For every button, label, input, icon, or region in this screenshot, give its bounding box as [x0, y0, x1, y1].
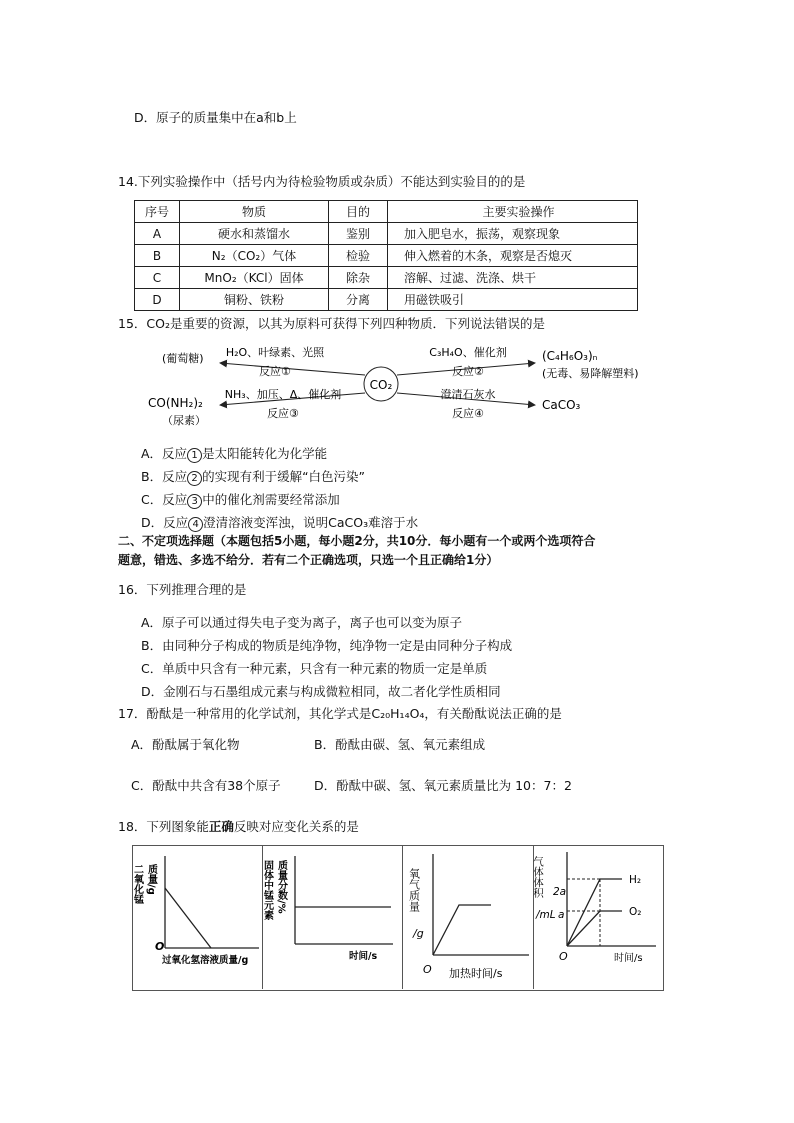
glucose-label: (葡萄糖)	[162, 352, 204, 365]
g4-h2-label: H₂	[629, 874, 642, 886]
q17-option-d: D．酚酞中碳、氢、氧元素质量比为 10：7：2	[314, 778, 572, 793]
table-header-row	[135, 201, 638, 223]
r1-label: 反应①	[259, 365, 291, 378]
header-cell: 主要实验操作	[388, 201, 638, 223]
q16-option-c: C．单质中只含有一种元素，只含有一种元素的物质一定是单质	[141, 661, 488, 676]
r2-label: 反应②	[452, 365, 484, 378]
r4-label: 反应④	[452, 407, 484, 420]
table-cell: 伸入燃着的木条，观察是否熄灭	[388, 245, 638, 267]
q18-graph-3	[403, 846, 533, 988]
circled-number: 1	[187, 448, 202, 463]
g2-xlabel: 时间/s	[349, 951, 378, 962]
table-cell: B	[135, 245, 180, 267]
co2-label: CO₂	[369, 378, 393, 392]
g1-ylabel-col1: 二氧化锰	[131, 864, 143, 904]
r2-conditions: C₃H₄O、催化剂	[429, 346, 507, 359]
r2-note: (无毒、易降解塑料)	[542, 367, 639, 380]
q14-stem: 14.下列实验操作中（括号内为待检验物质或杂质）不能达到实验目的的是	[118, 174, 526, 189]
q13-option-d: D．原子的质量集中在a和b上	[134, 110, 297, 125]
table-cell: 检验	[329, 245, 388, 267]
section2-line1: 二、不定项选择题（本题包括5小题，每小题2分，共10分．每小题有一个或两个选项符合	[118, 534, 596, 548]
g1-xlabel: 过氧化氢溶液质量/g	[162, 955, 249, 966]
table-row	[135, 267, 638, 289]
g4-tick-a: a	[558, 909, 565, 921]
q15-option-a: A．反应 1 是太阳能转化为化学能	[141, 446, 328, 461]
g2-ylabel-col2: 质量分数/%	[275, 860, 287, 914]
q17-option-c: C．酚酞中共含有38个原子	[131, 778, 281, 793]
table-cell: 用磁铁吸引	[388, 289, 638, 311]
g3-xlabel: 加热时间/s	[449, 967, 503, 980]
g4-xlabel: 时间/s	[614, 953, 643, 964]
q15-reaction-diagram	[140, 342, 660, 426]
table-cell: N₂（CO₂）气体	[180, 245, 329, 267]
header-cell: 物质	[180, 201, 329, 223]
q17-stem: 17．酚酞是一种常用的化学试剂，其化学式是C₂₀H₁₄O₄，有关酚酞说法正确的是	[118, 706, 562, 721]
q16-option-d: D．金刚石与石墨组成元素与构成微粒相同，故二者化学性质相同	[141, 684, 501, 699]
g4-tick-2a: 2a	[553, 886, 567, 898]
q16-option-a: A．原子可以通过得失电子变为离子，离子也可以变为原子	[141, 615, 463, 630]
r4-product: CaCO₃	[542, 398, 581, 412]
q18-stem: 18．下列图象能正确反映对应变化关系的是	[118, 819, 359, 834]
g4-h2-curve	[567, 879, 622, 946]
table-cell: MnO₂（KCl）固体	[180, 267, 329, 289]
q17-option-a: A．酚酞属于氧化物	[131, 737, 240, 752]
r2-product: (C₄H₆O₃)ₙ	[542, 349, 598, 363]
g3-ylabel: 氧气质量	[407, 868, 421, 912]
circled-number: 2	[187, 471, 202, 486]
r3-label: 反应③	[267, 407, 299, 420]
g1-ylabel-col2: 质量/g	[145, 864, 157, 895]
table-row	[135, 245, 638, 267]
table-cell: 铜粉、铁粉	[180, 289, 329, 311]
q18-graph-1	[133, 846, 262, 988]
q14-table	[134, 200, 638, 311]
q18-graph-2	[263, 846, 402, 988]
circled-number: 4	[188, 517, 203, 532]
table-cell: D	[135, 289, 180, 311]
g1-origin: O	[155, 940, 165, 953]
r3-product: CO(NH₂)₂	[148, 396, 203, 410]
q15-option-c: C．反应 3 中的催化剂需要经常添加	[141, 492, 340, 507]
q15-stem: 15．CO₂是重要的资源，以其为原料可获得下列四种物质．下列说法错误的是	[118, 316, 545, 331]
q17-option-b: B．酚酞由碳、氢、氧元素组成	[314, 737, 486, 752]
table-cell: C	[135, 267, 180, 289]
section2-line2: 题意，错选、多选不给分．若有二个正确选项，只选一个且正确给1分）	[118, 553, 499, 567]
table-cell: 除杂	[329, 267, 388, 289]
q15-option-d: D．反应 4 澄清溶液变浑浊，说明CaCO₃难溶于水	[141, 515, 419, 530]
table-cell: 溶解、过滤、洗涤、烘干	[388, 267, 638, 289]
table-cell: A	[135, 223, 180, 245]
table-row	[135, 223, 638, 245]
g3-curve	[433, 905, 491, 955]
g4-ylabel: 气体体积	[532, 856, 544, 898]
arrow-r1	[220, 363, 365, 375]
r1-conditions: H₂O、叶绿素、光照	[225, 346, 325, 359]
table-row	[135, 289, 638, 311]
table-cell: 鉴别	[329, 223, 388, 245]
r4-conditions: 澄清石灰水	[440, 388, 496, 401]
r3-conditions: NH₃、加压、Δ、催化剂	[224, 388, 342, 401]
table-cell: 分离	[329, 289, 388, 311]
header-cell: 序号	[135, 201, 180, 223]
r3-note: （尿素）	[162, 414, 206, 427]
g3-yunit: /g	[413, 927, 424, 940]
q16-option-b: B．由同种分子构成的物质是纯净物，纯净物一定是由同种分子构成	[141, 638, 513, 653]
g2-ylabel-col1: 固体中锰元素	[261, 860, 273, 920]
g1-curve	[165, 888, 211, 948]
table-cell: 加入肥皂水，振荡，观察现象	[388, 223, 638, 245]
g3-origin: O	[423, 963, 432, 976]
q16-stem: 16．下列推理合理的是	[118, 582, 247, 597]
q18-graph-4	[534, 846, 661, 988]
circled-number: 3	[187, 494, 202, 509]
g4-origin: O	[559, 950, 568, 963]
q15-option-b: B．反应 2 的实现有利于缓解“白色污染”	[141, 469, 366, 484]
header-cell: 目的	[329, 201, 388, 223]
g4-yunit: /mL	[536, 909, 556, 921]
table-cell: 硬水和蒸馏水	[180, 223, 329, 245]
g4-o2-label: O₂	[629, 906, 642, 918]
